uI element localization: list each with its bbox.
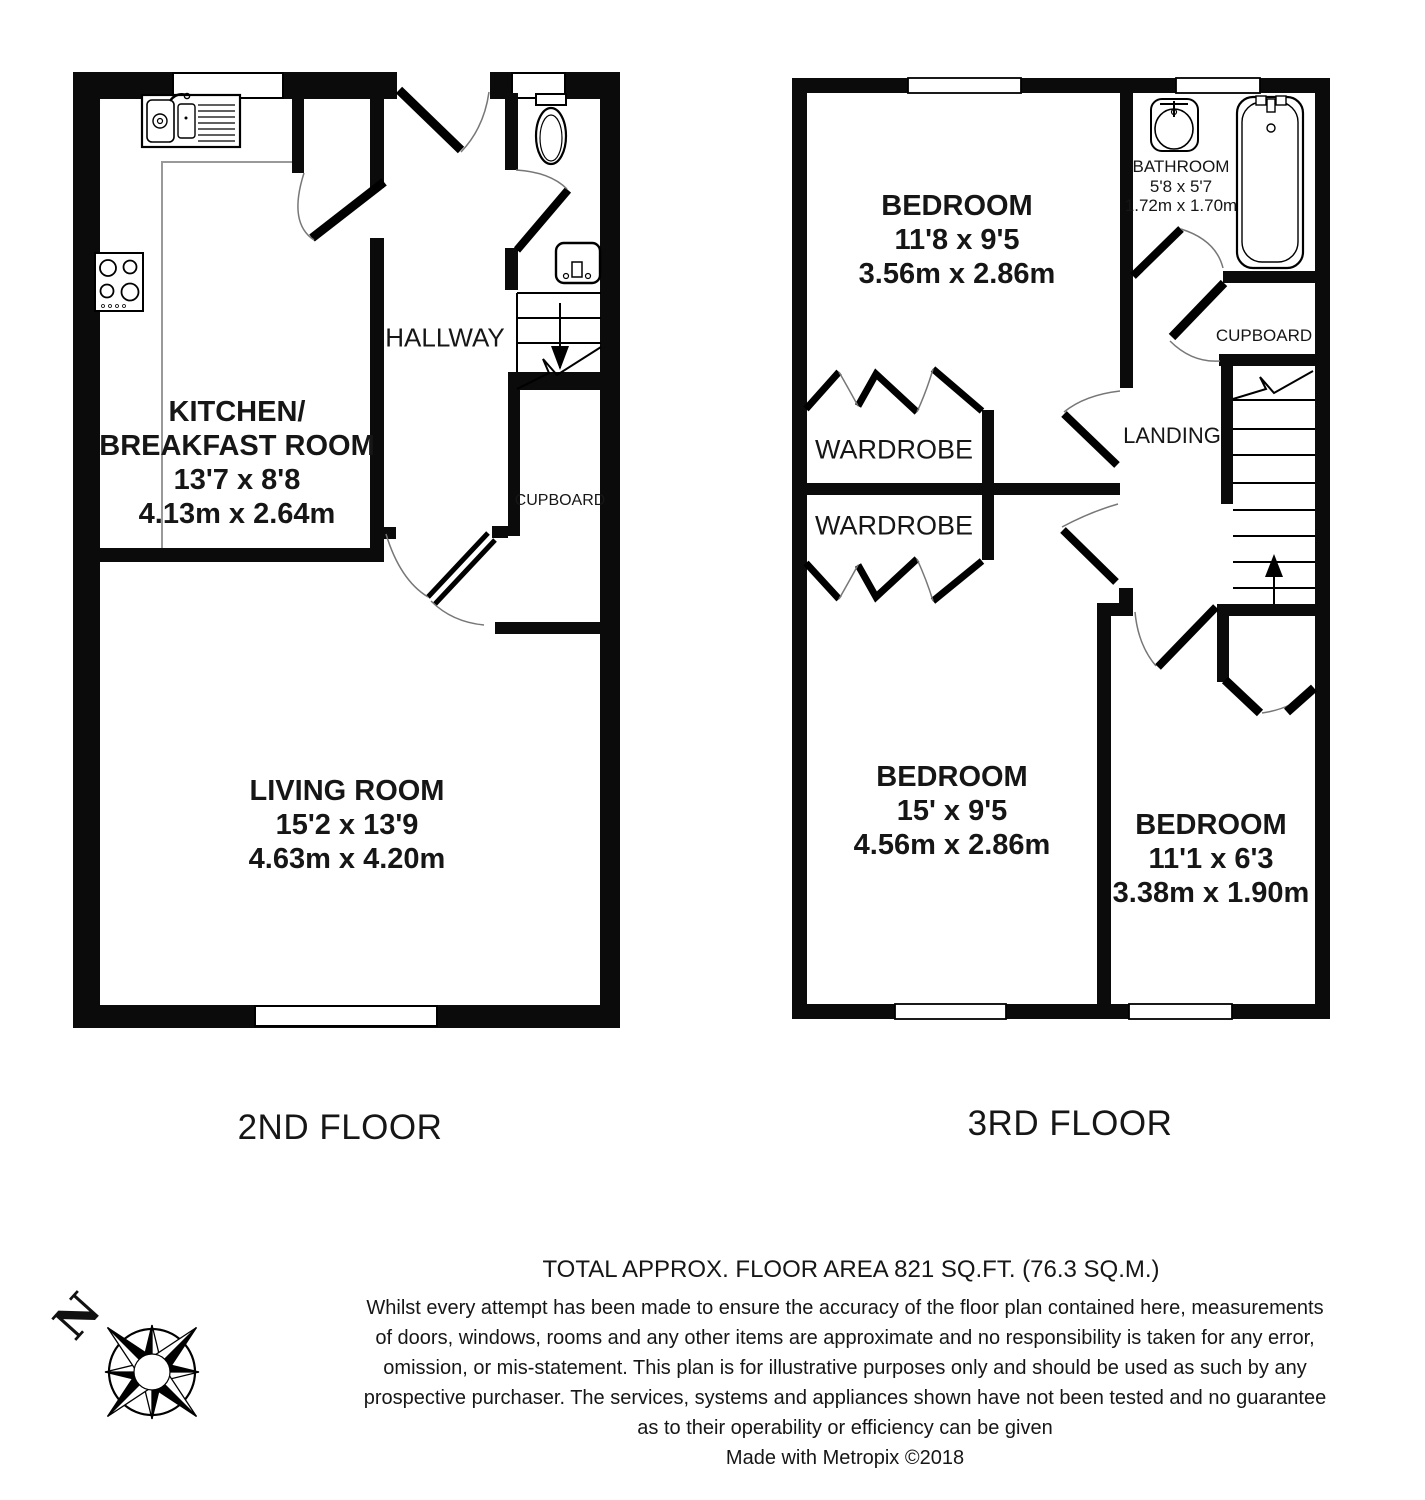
plan-2nd-floor <box>73 72 620 1028</box>
interior-walls <box>73 93 620 634</box>
cupboard-door-arc <box>1170 341 1220 361</box>
sink-unit-icon <box>142 93 240 147</box>
bedroom3-label-line: BEDROOM <box>1135 809 1287 841</box>
living-room-door-leaf <box>428 533 488 597</box>
living-room-label <box>249 774 446 876</box>
bathroom-dims-ft: 5'8 x 5'7 <box>1149 176 1213 196</box>
living-room-door-arc-2 <box>431 601 484 625</box>
disclaimer-line: as to their operability or efficiency can be given <box>637 1417 1053 1439</box>
bedroom1-label <box>859 189 1056 291</box>
compass-north-label: N <box>42 1282 112 1350</box>
bedroom1-label-line: BEDROOM <box>881 190 1033 222</box>
landing-label: LANDING <box>1123 423 1221 448</box>
stairs-down-arrow <box>551 346 569 370</box>
bedroom2-label <box>854 760 1051 862</box>
living-room-dims-m: 4.63m x 4.20m <box>248 843 446 875</box>
kitchen-dims-m: 4.13m x 2.64m <box>138 498 336 530</box>
doors <box>298 90 568 625</box>
disclaimer-line: prospective purchaser. The services, systems and appliances shown have not been tested and no guarantee <box>363 1387 1327 1409</box>
wardrobe-bottom-label: WARDROBE <box>814 510 974 541</box>
bedroom2-label-line: BEDROOM <box>876 761 1028 793</box>
kitchen-label-line: KITCHEN/ <box>168 396 306 428</box>
kitchen-door-arc <box>298 173 314 240</box>
living-room-door-leaf-2 <box>435 540 495 604</box>
hall-basin-icon <box>556 243 600 283</box>
bathroom-label <box>1125 157 1237 216</box>
bathroom-door-leaf <box>1133 229 1181 276</box>
angled-wall-segment <box>1287 688 1314 712</box>
bedroom2-door-arc <box>1062 504 1118 527</box>
stairs-up-icon <box>1233 371 1315 604</box>
bedroom1-dims-m: 3.56m x 2.86m <box>858 258 1056 290</box>
living-room-door-arc <box>386 534 428 597</box>
bathroom-window <box>1176 78 1260 93</box>
bedroom3-label <box>1113 808 1310 910</box>
metropix-credit: Made with Metropix ©2018 <box>725 1447 965 1469</box>
bathroom-basin-icon <box>1151 99 1198 151</box>
compass-rose-icon <box>105 1325 199 1419</box>
bedroom2-window <box>895 1004 1006 1019</box>
wc-door-arc <box>516 170 567 189</box>
bedroom1-dims-ft: 11'8 x 9'5 <box>894 224 1020 256</box>
wc-door-leaf <box>517 190 568 250</box>
bedroom3-door-leaf <box>1158 607 1216 667</box>
stairs-up-arrow <box>1265 554 1283 577</box>
bedroom3-dims-ft: 11'1 x 6'3 <box>1148 843 1274 875</box>
floor-title-2nd: 2ND FLOOR <box>237 1108 443 1147</box>
bathroom-label-line: BATHROOM <box>1132 156 1230 176</box>
disclaimer-line: omission, or mis-statement. This plan is for illustrative purposes only and should be used as such by any <box>383 1357 1307 1379</box>
bedroom3-window <box>1129 1004 1232 1019</box>
hallway-label: HALLWAY <box>385 322 505 353</box>
front-door-arc <box>461 92 489 152</box>
bedroom3-door-arc <box>1135 612 1156 666</box>
bedroom2-dims-ft: 15' x 9'5 <box>896 795 1008 827</box>
living-room-dims-ft: 15'2 x 13'9 <box>275 809 419 841</box>
cupboard-label-3rd: CUPBOARD <box>1215 326 1313 345</box>
kitchen-label-line: BREAKFAST ROOM <box>99 430 375 462</box>
kitchen-label <box>99 395 375 531</box>
bedroom1-window <box>908 78 1021 93</box>
bedroom1-door-arc <box>1064 391 1120 412</box>
bath-icon <box>1237 96 1303 268</box>
hob-icon <box>95 253 143 311</box>
living-room-label-line: LIVING ROOM <box>249 775 445 807</box>
bedroom1-door-leaf <box>1064 414 1117 465</box>
bathroom-door-arc <box>1181 229 1223 268</box>
toilet-icon <box>536 94 566 164</box>
floor-title-3rd: 3RD FLOOR <box>967 1104 1173 1143</box>
kitchen-door-leaf <box>312 182 384 238</box>
front-door-leaf <box>399 90 461 150</box>
disclaimer-line: of doors, windows, rooms and any other items are approximate and no responsibility is taken for any error, <box>375 1327 1315 1349</box>
understairs-door-leaf <box>1225 680 1260 713</box>
living-room-window <box>255 1006 437 1026</box>
bedroom3-dims-m: 3.38m x 1.90m <box>1112 877 1310 909</box>
disclaimer-line: Whilst every attempt has been made to ensure the accuracy of the floor plan contained here, measurements <box>366 1297 1324 1319</box>
wardrobe-top-label: WARDROBE <box>814 434 974 465</box>
bathroom-dims-m: 1.72m x 1.70m <box>1124 195 1238 215</box>
cupboard-label-2nd: CUPBOARD <box>514 492 606 509</box>
total-floor-area: TOTAL APPROX. FLOOR AREA 821 SQ.FT. (76.3 SQ.M.) <box>542 1256 1160 1283</box>
bedroom2-dims-m: 4.56m x 2.86m <box>853 829 1051 861</box>
bedroom2-door-leaf <box>1063 530 1116 582</box>
kitchen-dims-ft: 13'7 x 8'8 <box>173 464 301 496</box>
